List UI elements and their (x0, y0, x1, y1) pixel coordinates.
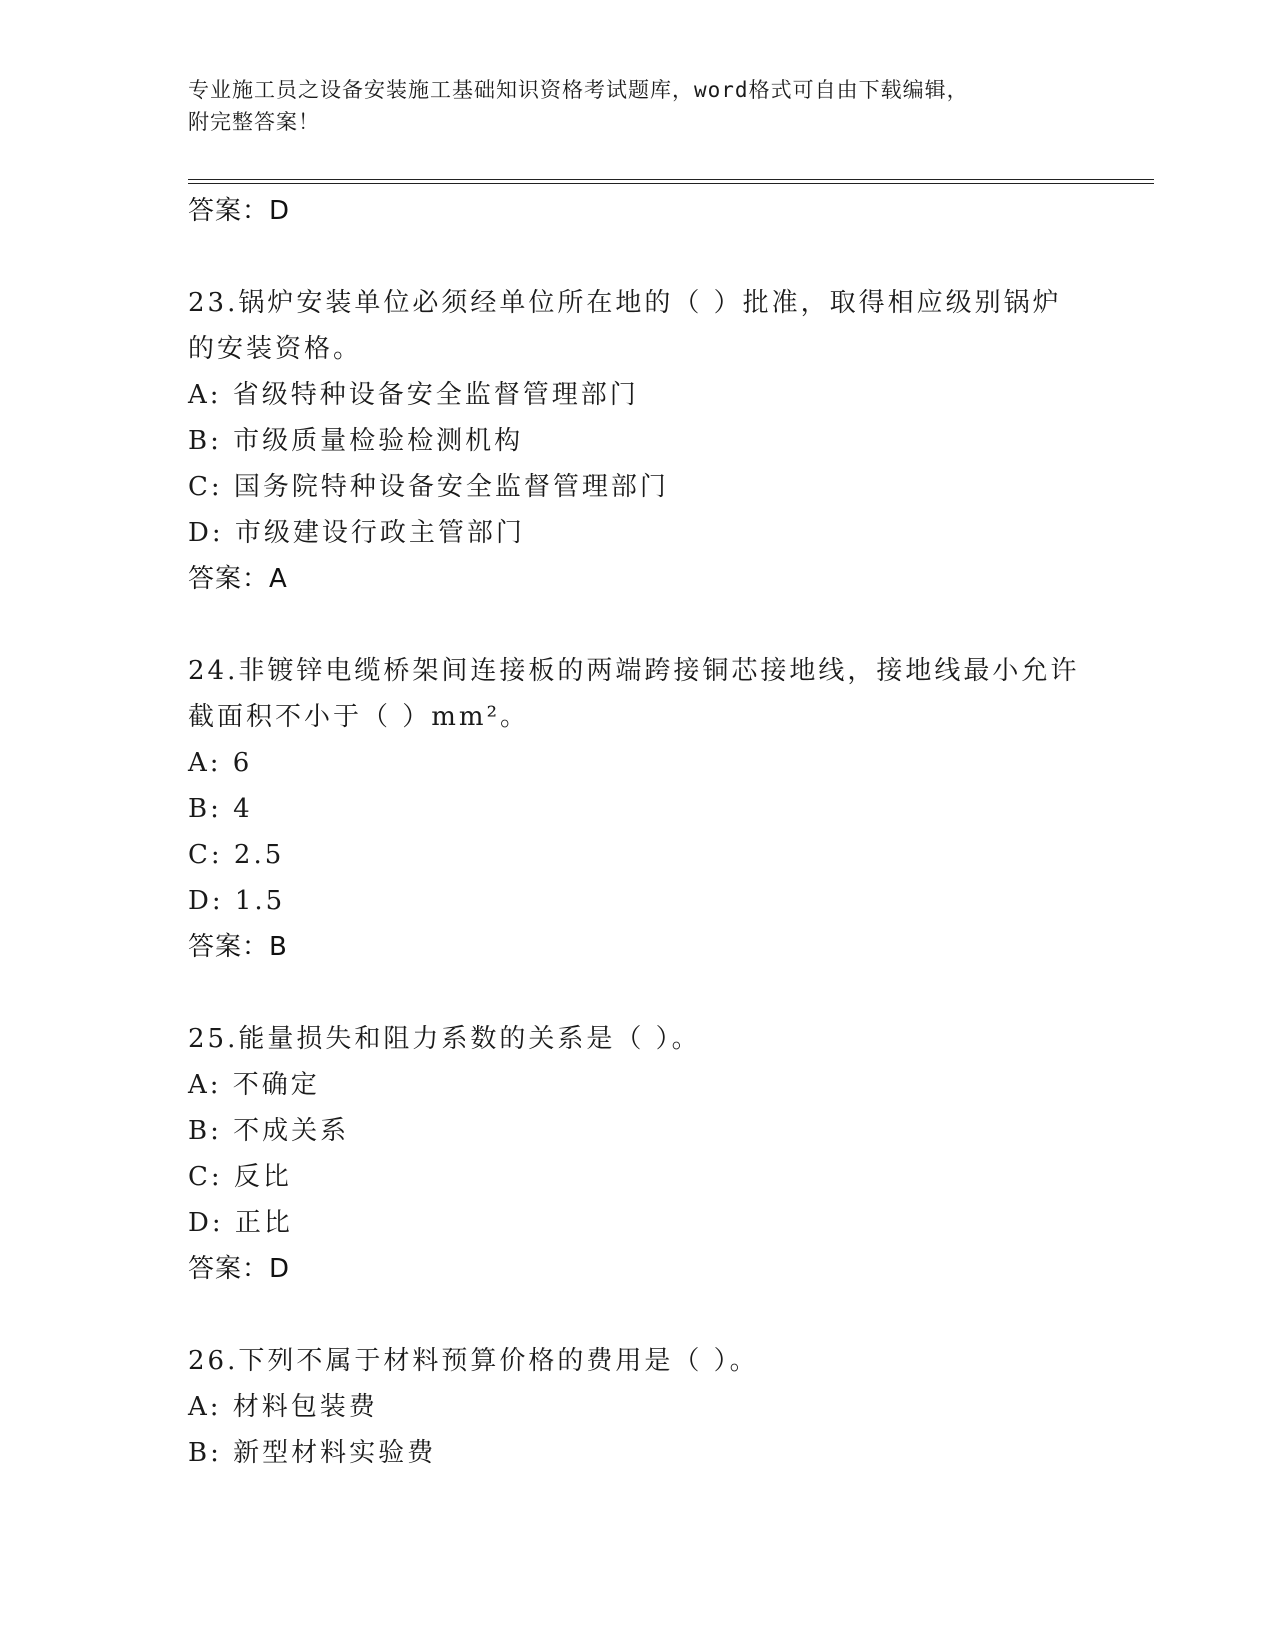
answer-line: 答案：D (188, 196, 291, 226)
answer-line: 答案：A (188, 564, 288, 594)
spacer (188, 234, 1088, 280)
option-b: B: 新型材料实验费 (188, 1438, 437, 1468)
question-block (188, 280, 1088, 602)
header-divider (188, 179, 1154, 184)
option-c: C: 国务院特种设备安全监督管理部门 (188, 472, 669, 502)
question-text: 26.下列不属于材料预算价格的费用是（ ）。 (188, 1346, 759, 1376)
document-body (188, 188, 1088, 1476)
option-c: C: 反比 (188, 1162, 292, 1192)
spacer (188, 970, 1088, 1016)
option-b: B: 4 (188, 794, 253, 824)
option-b: B: 不成关系 (188, 1116, 350, 1146)
header-line-2: 附完整答案！ (188, 110, 320, 134)
question-block (188, 1016, 1088, 1292)
answer-line: 答案：D (188, 1254, 291, 1284)
option-a: A: 6 (188, 748, 253, 778)
option-d: D: 市级建设行政主管部门 (188, 518, 525, 548)
option-b: B: 市级质量检验检测机构 (188, 426, 524, 456)
option-d: D: 1.5 (188, 886, 286, 916)
document-header (188, 74, 1088, 138)
question-text: 23.锅炉安装单位必须经单位所在地的（ ）批准，取得相应级别锅炉 (188, 288, 1062, 318)
question-block (188, 1338, 1088, 1476)
option-c: C: 2.5 (188, 840, 285, 870)
question-text: 25.能量损失和阻力系数的关系是（ ）。 (188, 1024, 701, 1054)
header-line-1: 专业施工员之设备安装施工基础知识资格考试题库，word格式可自由下载编辑， (188, 78, 969, 102)
option-a: A: 不确定 (188, 1070, 320, 1100)
option-a: A: 材料包装费 (188, 1392, 378, 1422)
question-text: 的安装资格。 (188, 334, 363, 364)
spacer (188, 602, 1088, 648)
option-a: A: 省级特种设备安全监督管理部门 (188, 380, 639, 410)
question-block (188, 648, 1088, 970)
question-text: 24.非镀锌电缆桥架间连接板的两端跨接铜芯接地线，接地线最小允许 (188, 656, 1080, 686)
spacer (188, 1292, 1088, 1338)
option-d: D: 正比 (188, 1208, 293, 1238)
question-text: 截面积不小于（ ）mm²。 (188, 702, 529, 732)
answer-line: 答案：B (188, 932, 288, 962)
